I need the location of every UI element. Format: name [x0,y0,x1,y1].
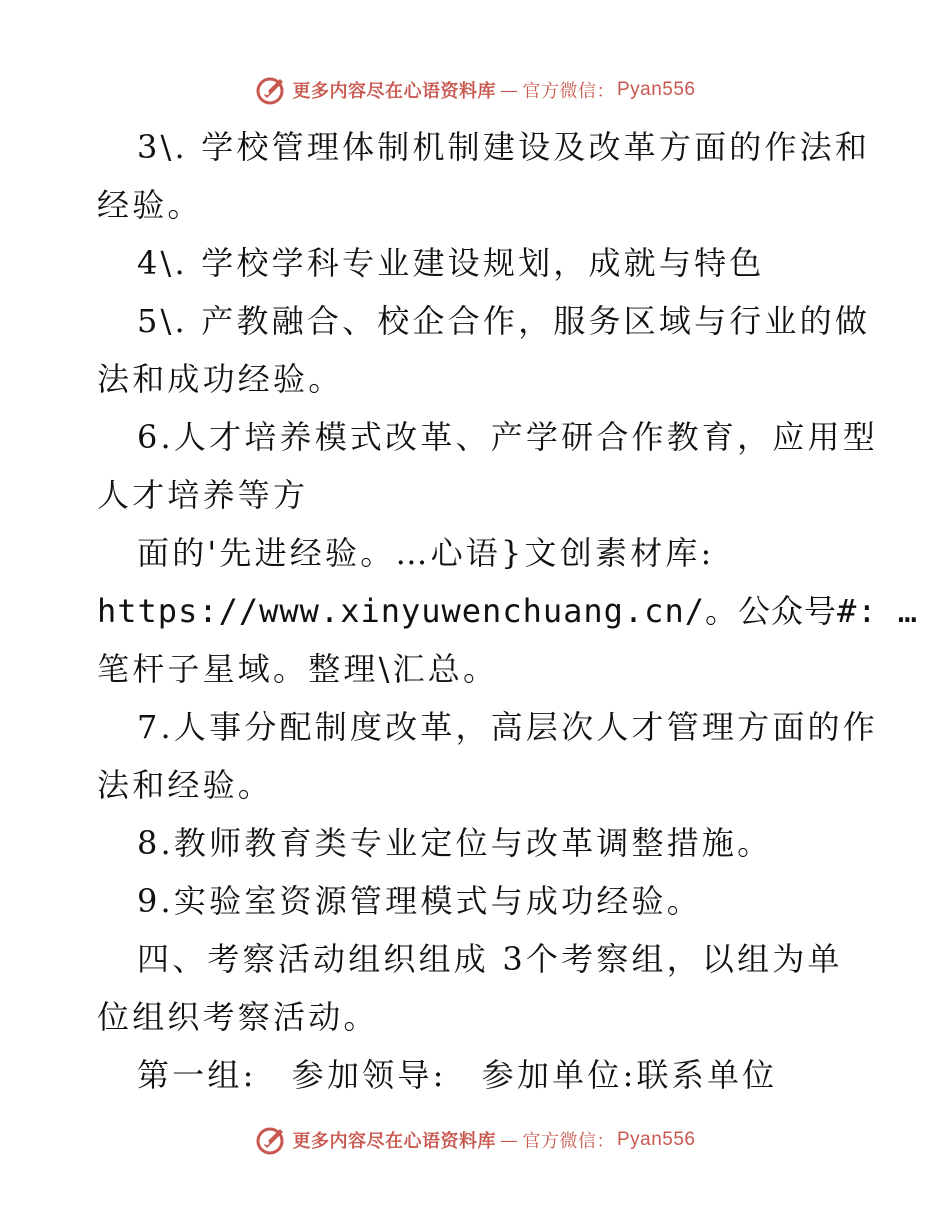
paragraph-line: 面的'先进经验。…心语}文创素材库: [137,534,715,572]
paragraph-line: 7.人事分配制度改革，高层次人才管理方面的作 [137,708,878,746]
footer-watermark [0,1120,950,1160]
paragraph-line: 经验。 [97,186,203,224]
paragraph-line: 四、考察活动组织组成 3个考察组，以组为单 [137,940,843,978]
url-line: https://www.xinyuwenchuang.cn/。公众号#: … [97,592,919,630]
paragraph-line: 第一组: 参加领导: 参加单位:联系单位 [137,1056,778,1094]
paragraph-line: 8.教师教育类专业定位与改革调整措施。 [137,824,773,862]
paragraph-line: 位组织考察活动。 [97,998,379,1036]
watermark-wechat-id: Pyan556 [616,79,696,100]
watermark-wechat-id: Pyan556 [616,1129,696,1150]
header-watermark [0,70,950,110]
paragraph-line: 法和成功经验。 [97,360,344,398]
paragraph-line: 3\. 学校管理体制机制建设及改革方面的作法和 [137,128,871,166]
watermark-separator: — [499,1129,519,1151]
paragraph-line: 法和经验。 [97,766,274,804]
watermark-official-label: 官方微信： [522,81,615,102]
document-body [97,118,919,1104]
watermark-logo-icon [254,73,288,107]
watermark-official-label: 官方微信： [522,1131,615,1152]
paragraph-line: 9.实验室资源管理模式与成功经验。 [137,882,702,920]
watermark-logo-icon [254,1123,288,1157]
paragraph-line: 5\. 产教融合、校企合作，服务区域与行业的做 [137,302,871,340]
paragraph-line: 笔杆子星域。整理\汇总。 [97,650,499,688]
watermark-text: 更多内容尽在心语资料库 [292,1131,496,1152]
watermark-text: 更多内容尽在心语资料库 [292,81,496,102]
paragraph-line: 人才培养等方 [97,476,309,514]
paragraph-line: 4\. 学校学科专业建设规划，成就与特色 [137,244,765,282]
paragraph-line: 6.人才培养模式改革、产学研合作教育，应用型 [137,418,878,456]
watermark-separator: — [499,79,519,101]
